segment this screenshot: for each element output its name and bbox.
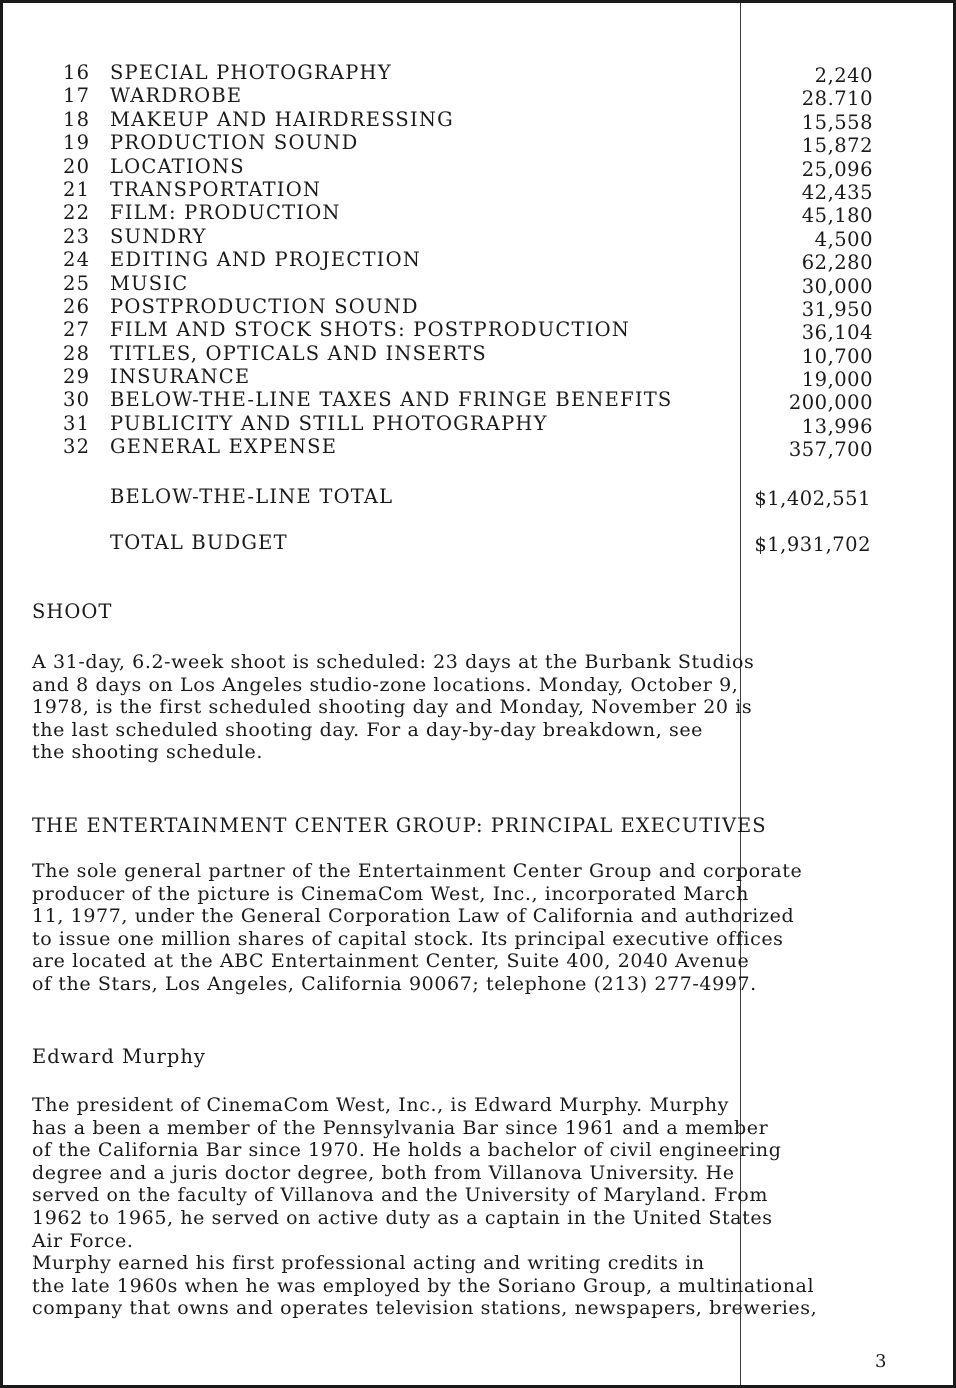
- budget-row-label: WARDROBE: [110, 84, 243, 108]
- budget-row-amount: 4,500: [814, 227, 873, 251]
- budget-row: [3, 131, 953, 158]
- budget-row-label: BELOW-THE-LINE TAXES AND FRINGE BENEFITS: [110, 388, 673, 412]
- below-the-line-total-label: BELOW-THE-LINE TOTAL: [110, 485, 394, 508]
- shoot-heading: SHOOT: [32, 600, 113, 623]
- budget-row-number: 26: [63, 294, 91, 318]
- budget-row: [3, 411, 953, 438]
- budget-row-number: 29: [63, 365, 91, 389]
- budget-row-label: FILM AND STOCK SHOTS: POSTPRODUCTION: [110, 318, 631, 342]
- budget-row-amount: 36,104: [801, 321, 873, 345]
- budget-row-label: FILM: PRODUCTION: [110, 201, 341, 225]
- budget-row-number: 27: [63, 318, 91, 342]
- budget-row: [3, 271, 953, 298]
- budget-row: [3, 61, 953, 87]
- page-number: 3: [875, 1351, 887, 1372]
- budget-row-label: MUSIC: [110, 271, 189, 295]
- budget-row: [3, 154, 953, 181]
- budget-row-amount: 2,240: [814, 64, 873, 87]
- budget-row-amount: 19,000: [801, 368, 873, 392]
- budget-row: [3, 84, 953, 111]
- budget-row-label: TITLES, OPTICALS AND INSERTS: [110, 341, 487, 365]
- budget-row-amount: 357,700: [788, 438, 873, 462]
- budget-row-number: 30: [63, 388, 91, 412]
- budget-row-amount: 15,872: [801, 134, 873, 158]
- budget-row-label: SPECIAL PHOTOGRAPHY: [110, 61, 392, 84]
- budget-row-label: PRODUCTION SOUND: [110, 131, 359, 155]
- budget-row-label: POSTPRODUCTION SOUND: [110, 294, 419, 318]
- budget-table: [3, 61, 953, 462]
- budget-row-number: 24: [63, 248, 91, 272]
- budget-row: [3, 365, 953, 392]
- budget-row-number: 18: [63, 107, 91, 131]
- budget-row-number: 17: [63, 84, 91, 108]
- budget-row-number: 23: [63, 224, 91, 248]
- budget-row-amount: 200,000: [788, 391, 873, 415]
- budget-row: [3, 201, 953, 228]
- budget-row-number: 28: [63, 341, 91, 365]
- budget-row: [3, 318, 953, 345]
- budget-row-label: SUNDRY: [110, 224, 207, 248]
- budget-row: [3, 177, 953, 204]
- total-budget-label: TOTAL BUDGET: [110, 531, 288, 554]
- executives-heading: THE ENTERTAINMENT CENTER GROUP: PRINCIPAL EXECUTIVES: [32, 814, 767, 837]
- budget-row-number: 19: [63, 131, 91, 155]
- budget-row: [3, 341, 953, 368]
- budget-row-number: 21: [63, 177, 91, 201]
- budget-row-label: INSURANCE: [110, 365, 251, 389]
- budget-row: [3, 248, 953, 275]
- budget-row-label: LOCATIONS: [110, 154, 245, 178]
- budget-row-amount: 62,280: [801, 251, 873, 275]
- budget-row-amount: 45,180: [801, 204, 873, 228]
- total-budget-amount: $1,931,702: [754, 533, 871, 556]
- shoot-paragraph: A 31-day, 6.2-week shoot is scheduled: 23 days at the Burbank Studios and 8 days on Los Angeles studio-zone locations. Monday, October 9, 1978, is the first scheduled shooting day and Monday, November 20 is the last scheduled shooting day. For a day-by-day breakdown, see the shooting schedule.: [32, 651, 755, 764]
- budget-row-amount: 10,700: [801, 344, 873, 368]
- below-the-line-total-amount: $1,402,551: [754, 487, 871, 510]
- budget-row-label: TRANSPORTATION: [110, 177, 322, 201]
- budget-row: [3, 388, 953, 415]
- budget-row: [3, 435, 953, 462]
- budget-row-number: 22: [63, 201, 91, 225]
- budget-row-label: MAKEUP AND HAIRDRESSING: [110, 107, 454, 131]
- budget-row-amount: 28.710: [801, 87, 873, 111]
- murphy-paragraph: The president of CinemaCom West, Inc., is Edward Murphy. Murphy has a been a member of the Pennsylvania Bar since 1961 and a member of the California Bar since 1970. He holds a bachelor of civil engineering degree and a juris doctor degree, both from Villanova University. He served on the faculty of Villanova and the University of Maryland. From 1962 to 1965, he served on active duty as a captain in the United States Air Force. Murphy earned his first professional acting and writing credits in the late 1960s when he was employed by the Soriano Group, a multinational company that owns and operates television stations, newspapers, breweries,: [32, 1094, 818, 1320]
- budget-row: [3, 107, 953, 134]
- budget-row: [3, 294, 953, 321]
- budget-row-number: 32: [63, 435, 91, 459]
- budget-row-amount: 31,950: [801, 297, 873, 321]
- budget-row-amount: 30,000: [801, 274, 873, 298]
- budget-row-number: 31: [63, 411, 91, 435]
- executives-paragraph: The sole general partner of the Entertainment Center Group and corporate producer of the picture is CinemaCom West, Inc., incorporated March 11, 1977, under the General Corporation Law of California and authorized to issue one million shares of capital stock. Its principal executive offices are located at the ABC Entertainment Center, Suite 400, 2040 Avenue of the Stars, Los Angeles, California 90067; telephone (213) 277-4997.: [32, 860, 803, 995]
- budget-row: [3, 224, 953, 251]
- budget-row-number: 20: [63, 154, 91, 178]
- budget-row-number: 25: [63, 271, 91, 295]
- budget-row-amount: 13,996: [801, 414, 873, 438]
- budget-row-amount: 15,558: [801, 110, 873, 134]
- budget-row-label: PUBLICITY AND STILL PHOTOGRAPHY: [110, 411, 548, 435]
- budget-row-label: GENERAL EXPENSE: [110, 435, 338, 459]
- budget-row-label: EDITING AND PROJECTION: [110, 248, 422, 272]
- murphy-heading: Edward Murphy: [32, 1045, 206, 1068]
- budget-row-amount: 42,435: [801, 180, 873, 204]
- budget-row-number: 16: [63, 61, 91, 84]
- budget-row-amount: 25,096: [801, 157, 873, 181]
